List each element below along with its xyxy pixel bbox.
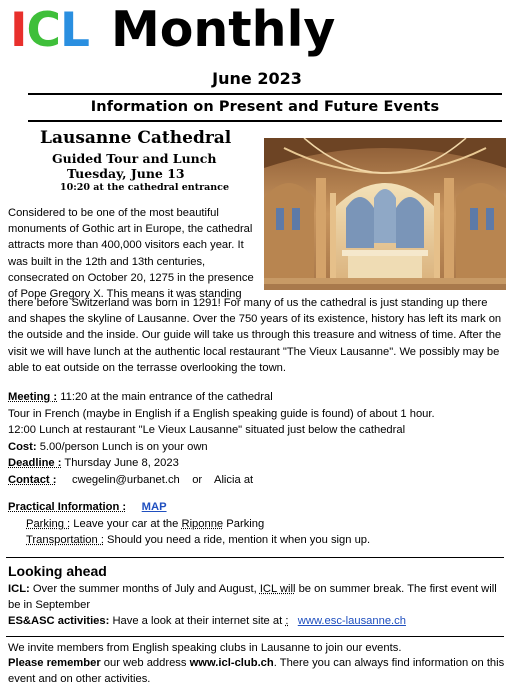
- footer-invite: We invite members from English speaking clubs in Lausanne to join our events.: [8, 642, 402, 654]
- event-intro-part2: there before Switzerland was born in 1291! For many of us the cathedral is just standing up there and shapes the skyline of Lausanne. Over the 750 years of its existence, history has left its mark on the outside and the inside. Our guide will take us through this treasure and witness of time. After the visit we will have lunch at the authentic local restaurant "The Vieux Lausanne". We possibly may be able to eat outside on the terrasse overlooking the town.: [8, 297, 502, 374]
- contact-label: Contact :: [8, 473, 57, 486]
- logo-letter-c: C: [26, 3, 60, 58]
- map-link[interactable]: MAP: [141, 501, 167, 513]
- cathedral-photo: [264, 138, 506, 290]
- parking-value: Leave your car at the: [70, 517, 182, 530]
- esasc-link[interactable]: www.esc-lausanne.ch: [297, 614, 406, 627]
- parking-place: Riponne: [181, 517, 224, 530]
- footer: [8, 641, 508, 687]
- club-website-link[interactable]: www.icl-club.ch: [189, 657, 274, 670]
- event-time-place: 10:20 at the cathedral entrance: [60, 182, 229, 193]
- deadline-label: Deadline :: [8, 457, 62, 469]
- meeting-value: 11:20 at the main entrance of the cathedral: [57, 391, 273, 403]
- esasc-colon: :: [285, 614, 289, 627]
- deadline-line: [8, 455, 508, 472]
- event-subtitle: Guided Tour and Lunch: [52, 151, 217, 166]
- footer-remember: [8, 656, 508, 687]
- parking-line: [8, 516, 508, 533]
- banner-heading: Information on Present and Future Events: [90, 99, 440, 115]
- event-date: Tuesday, June 13: [67, 166, 185, 181]
- remember-post: . There you can always find information on this event and on other activities.: [8, 657, 505, 685]
- remember-label: Please remember: [8, 657, 101, 670]
- remember-mid: our web address: [100, 657, 190, 670]
- divider-top: [28, 93, 502, 95]
- practical-label: Practical Information :: [8, 501, 127, 513]
- event-title: Lausanne Cathedral: [40, 128, 232, 148]
- parking-suffix: Parking: [223, 517, 265, 530]
- issue-date: June 2023: [212, 69, 302, 88]
- contact-line: [8, 472, 508, 489]
- transport-line: [8, 532, 508, 549]
- logo-letter-l: L: [60, 3, 89, 58]
- meeting-line: [8, 389, 508, 406]
- tour-line: Tour in French (maybe in English if a English speaking guide is found) of about 1 hour.: [8, 407, 435, 420]
- meeting-label: Meeting :: [8, 391, 58, 403]
- logo-letter-i: I: [10, 3, 27, 58]
- cost-label: Cost:: [8, 440, 37, 453]
- masthead: [10, 1, 336, 58]
- esasc-label: ES&ASC activities:: [8, 614, 110, 627]
- transport-value: Should you need a ride, mention it when you sign up.: [103, 534, 371, 546]
- looking-ahead-block: [8, 582, 508, 629]
- icl-value-post: be on summer break. The first event will be in September: [8, 583, 497, 611]
- masthead-monthly: Monthly: [110, 1, 336, 58]
- esasc-value: Have a look at their internet site at: [109, 614, 286, 627]
- looking-ahead-title: Looking ahead: [8, 563, 107, 579]
- icl-value-pre: Over the summer months of July and August,: [29, 583, 260, 595]
- practical-line: [8, 499, 508, 516]
- divider-banner-bottom: [28, 120, 502, 122]
- event-intro-part1: Considered to be one of the most beautiful monuments of Gothic art in Europe, the cathedral attracts more than 400,000 visitors each year. It was built in the 12th and 13th centuries, consecrated on October 20, 1275 in the presence of Pope Gregory X. This means it was standing: [8, 207, 254, 301]
- lunch-line: 12:00 Lunch at restaurant "Le Vieux Lausanne" situated just below the cathedral: [8, 424, 406, 436]
- icl-line: [8, 582, 508, 614]
- transport-label: Transportation :: [26, 534, 104, 546]
- cost-line: [8, 439, 508, 456]
- deadline-value: Thursday June 8, 2023: [61, 457, 179, 469]
- event-details: [8, 389, 508, 549]
- icl-will: ICL will: [259, 583, 296, 595]
- contact-value: cwegelin@urbanet.ch or Alicia at: [56, 473, 254, 486]
- divider-looking-ahead: [6, 557, 504, 558]
- esasc-line: [8, 614, 508, 630]
- cost-value: 5.00/person Lunch is on your own: [36, 440, 208, 453]
- divider-footer: [6, 636, 504, 637]
- parking-label: Parking :: [26, 517, 71, 530]
- icl-label: ICL:: [8, 583, 30, 595]
